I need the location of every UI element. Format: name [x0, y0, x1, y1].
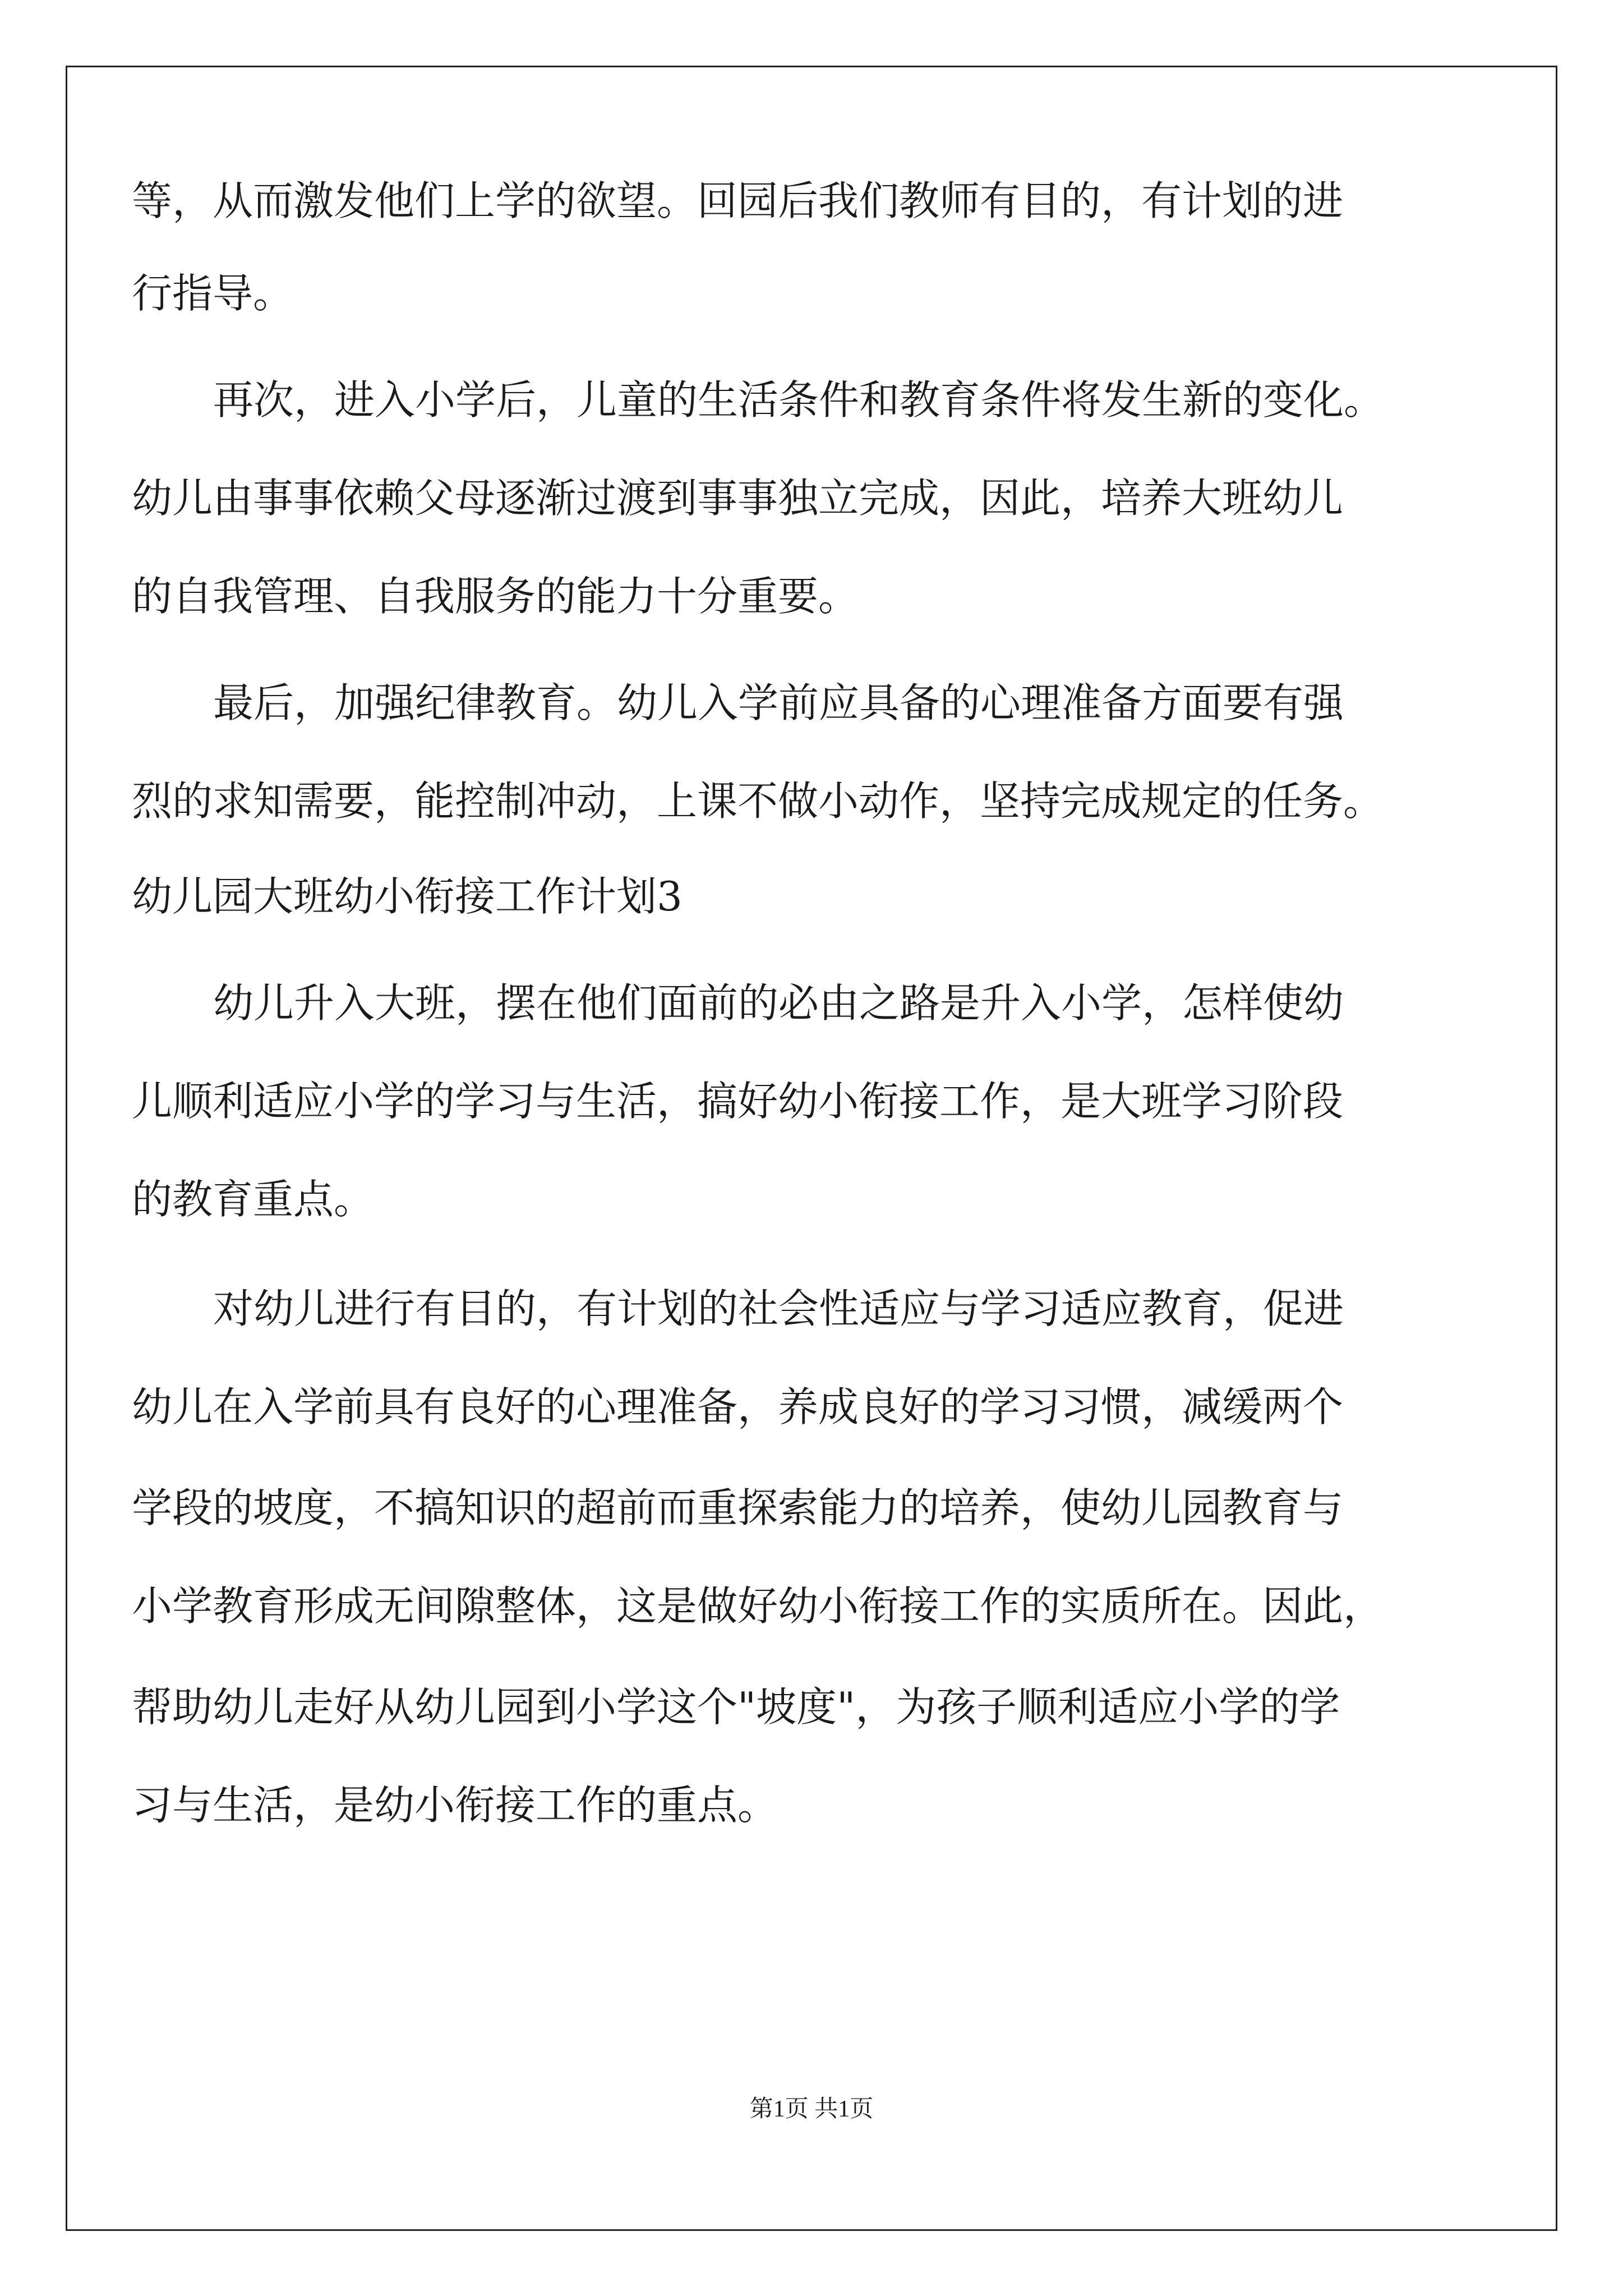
paragraph-line: 小学教育形成无间隙整体，这是做好幼小衔接工作的实质所在。因此，	[132, 1582, 1384, 1630]
paragraph-line: 最后，加强纪律教育。幼儿入学前应具备的心理准备方面要有强	[213, 679, 1344, 726]
paragraph-line: 帮助幼儿走好从幼儿园到小学这个"坡度"，为孩子顺利适应小学的学	[132, 1683, 1340, 1731]
paragraph-line: 的自我管理、自我服务的能力十分重要。	[132, 573, 859, 620]
paragraph-line: 学段的坡度，不搞知识的超前而重探索能力的培养，使幼儿园教育与	[132, 1484, 1344, 1531]
paragraph-line: 幼儿在入学前具有良好的心理准备，养成良好的学习习惯，减缓两个	[132, 1383, 1344, 1430]
page-number-footer: 第1页 共1页	[749, 2096, 874, 2122]
paragraph-line: 的教育重点。	[132, 1176, 375, 1223]
paragraph-line: 幼儿由事事依赖父母逐渐过渡到事事独立完成，因此，培养大班幼儿	[132, 475, 1344, 522]
paragraph-line: 习与生活，是幼小衔接工作的重点。	[132, 1782, 778, 1829]
section-heading: 幼儿园大班幼小衔接工作计划3	[132, 873, 683, 920]
paragraph-line: 儿顺利适应小学的学习与生活，搞好幼小衔接工作，是大班学习阶段	[132, 1078, 1344, 1125]
paragraph-line: 再次，进入小学后，儿童的生活条件和教育条件将发生新的变化。	[213, 376, 1385, 424]
paragraph-line: 烈的求知需要，能控制冲动，上课不做小动作，坚持完成规定的任务。	[132, 777, 1384, 825]
paragraph-line: 行指导。	[132, 270, 294, 317]
paragraph-line: 等，从而激发他们上学的欲望。回园后我们教师有目的，有计划的进	[132, 177, 1344, 224]
paragraph-line: 对幼儿进行有目的，有计划的社会性适应与学习适应教育，促进	[213, 1285, 1344, 1332]
paragraph-line: 幼儿升入大班，摆在他们面前的必由之路是升入小学，怎样使幼	[213, 979, 1344, 1027]
